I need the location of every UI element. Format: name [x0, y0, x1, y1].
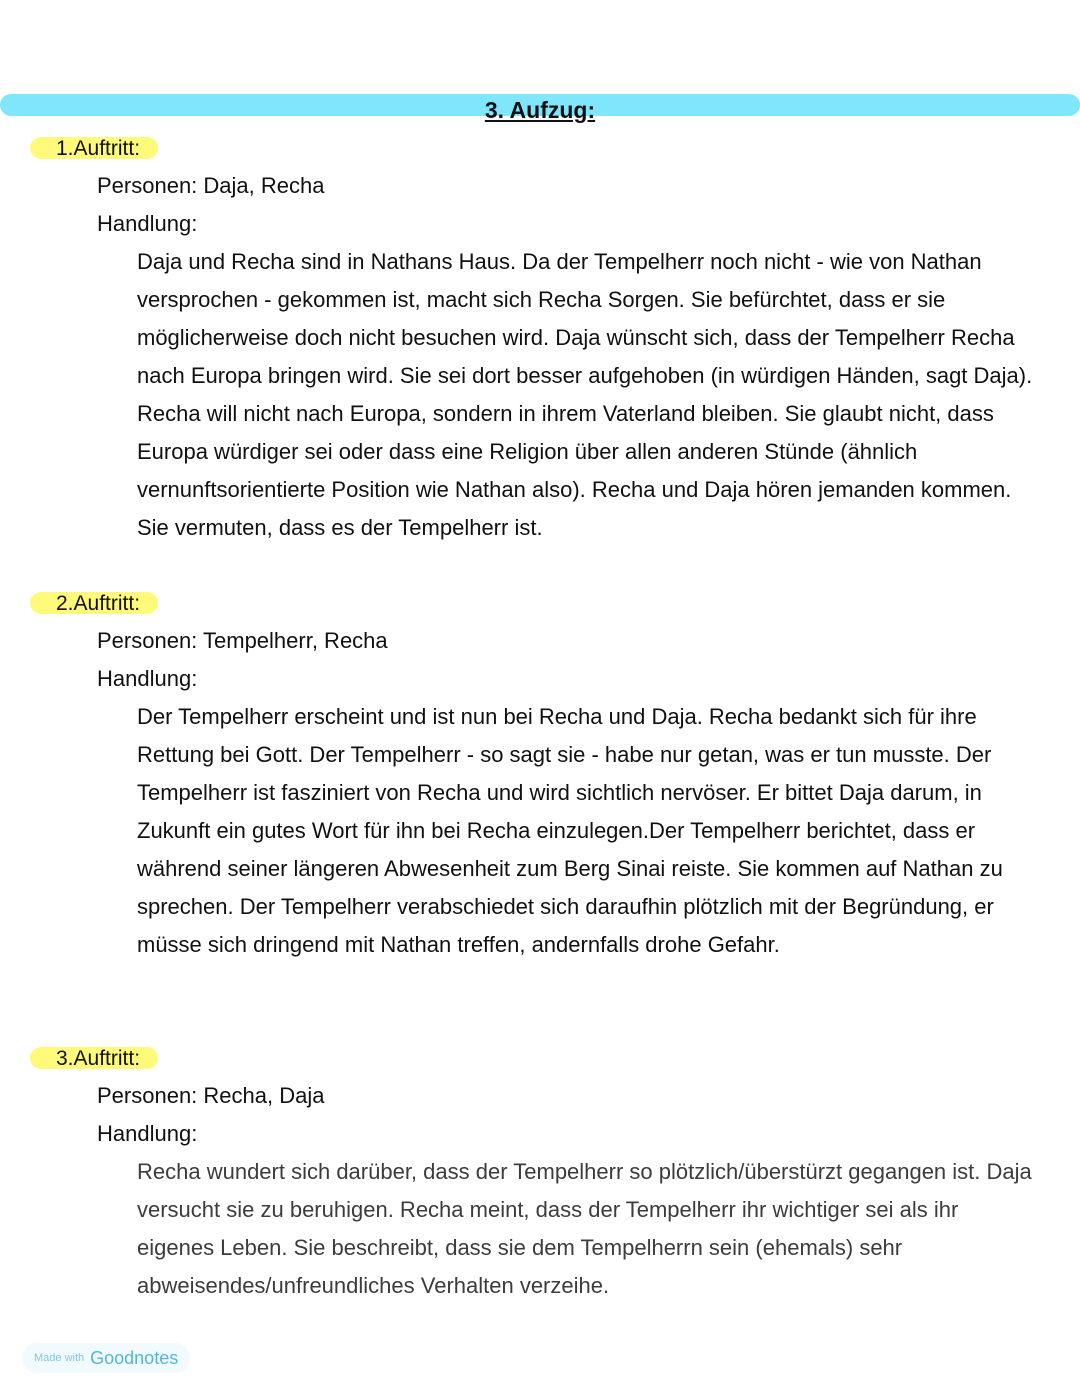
scene-personen: Personen: Recha, Daja — [97, 1083, 325, 1108]
scene-handlung-label: Handlung: — [97, 1121, 198, 1146]
made-with-label: Made with — [34, 1352, 85, 1364]
scene-plot-text: Recha wundert sich darüber, dass der Tempelherr so plötzlich/überstürzt gegangen ist. Daja versucht sie zu beruhigen. Recha meint, dass der Tempelherr ihr wichtiger sei als ihr eigenes Leben. Sie beschreibt, dass sie dem Tempelherrn sein (ehemals) sehr abweisendes/unfreundliches Verhalten verzeihe. — [137, 1159, 1032, 1298]
scene-handlung-label: Handlung: — [97, 211, 198, 236]
made-with-goodnotes-badge — [22, 1343, 190, 1373]
scene-heading: 3.Auftritt: — [30, 1047, 158, 1069]
scene-heading: 1.Auftritt: — [30, 137, 158, 159]
goodnotes-logo: Goodnotes — [90, 1347, 179, 1368]
scene-handlung-label: Handlung: — [97, 666, 198, 691]
scene-heading: 2.Auftritt: — [30, 592, 158, 614]
scene-personen: Personen: Tempelherr, Recha — [97, 628, 388, 653]
scene-personen: Personen: Daja, Recha — [97, 173, 325, 198]
scene-plot-text: Der Tempelherr erscheint und ist nun bei Recha und Daja. Recha bedankt sich für ihre Rettung bei Gott. Der Tempelherr - so sagt sie - habe nur getan, was er tun musste. Der Tempelherr ist fasziniert von Recha und wird sichtlich nervöser. Er bittet Daja darum, in Zukunft ein gutes Wort für ihn bei Recha einzulegen.Der Tempelherr berichtet, dass er während seiner längeren Abwesenheit zum Berg Sinai reiste. Sie kommen auf Nathan zu sprechen. Der Tempelherr verabschiedet sich daraufhin plötzlich mit der Begründung, er müsse sich dringend mit Nathan treffen, andernfalls drohe Gefahr. — [137, 704, 1003, 957]
scene-plot-text: Daja und Recha sind in Nathans Haus. Da der Tempelherr noch nicht - wie von Nathan versprochen - gekommen ist, macht sich Recha Sorgen. Sie befürchtet, dass er sie möglicherweise doch nicht besuchen wird. Daja wünscht sich, dass der Tempelherr Recha nach Europa bringen wird. Sie sei dort besser aufgehoben (in würdigen Händen, sagt Daja). Recha will nicht nach Europa, sondern in ihrem Vaterland bleiben. Sie glaubt nicht, dass Europa würdiger sei oder dass eine Religion über allen anderen Stünde (ähnlich vernunftsorientierte Position wie Nathan also). Recha und Daja hören jemanden kommen. Sie vermuten, dass es der Tempelherr ist. — [137, 249, 1033, 540]
page-title: 3. Aufzug: — [484, 97, 596, 123]
